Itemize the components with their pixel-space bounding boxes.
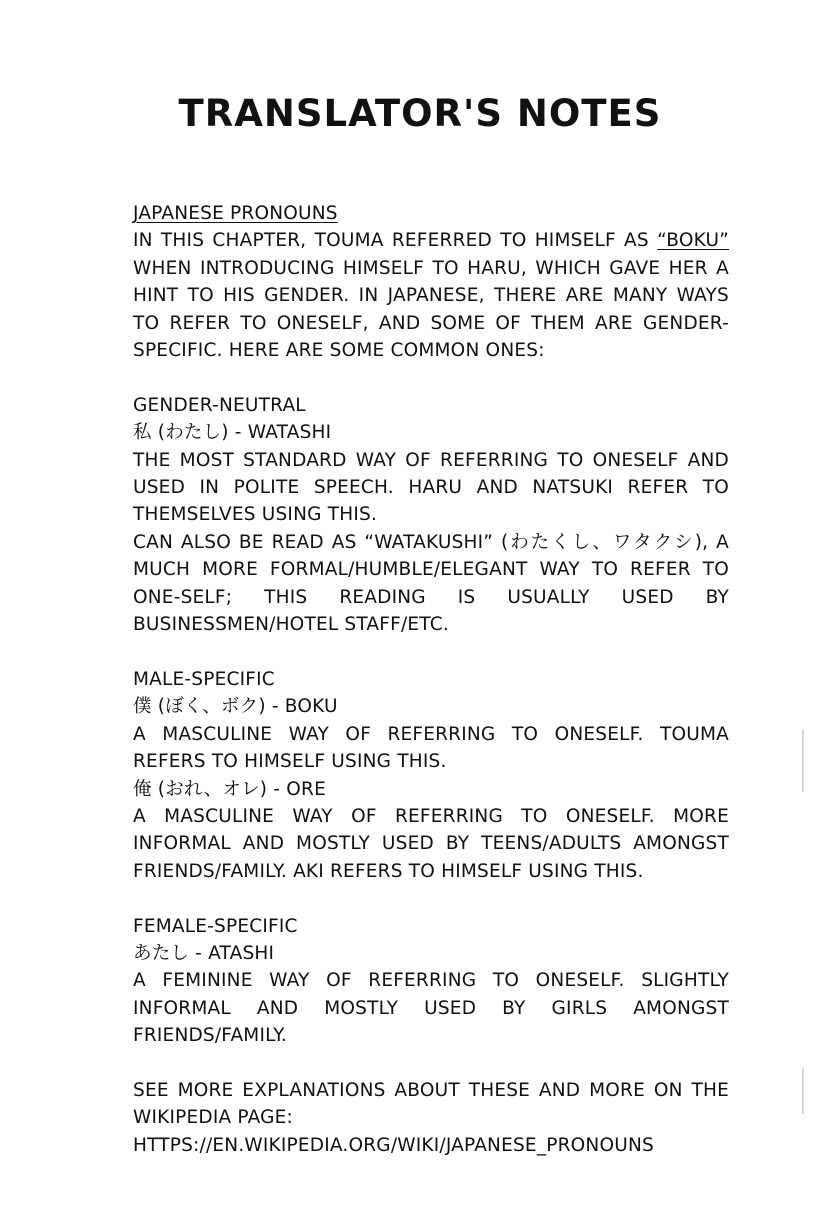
atashi-term: あたし - ATASHI xyxy=(133,942,275,964)
watashi-description: THE MOST STANDARD WAY OF REFERRING TO ONESELF AND USED IN POLITE SPEECH. HARU AND NATSUKI REFER TO THEMSELVES USING THIS. xyxy=(133,449,729,526)
boku-term: 僕 (ぼく、ボク) - BOKU xyxy=(133,696,338,718)
intro-text-end: WHEN INTRODUCING HIMSELF TO HARU, WHICH GAVE HER A HINT TO HIS GENDER. IN JAPANESE, THERE ARE MANY WAYS TO REFER TO ONESELF, AND SOME OF THEM ARE GENDER-SPECIFIC. HERE ARE SOME COMMON ONES: xyxy=(133,257,729,362)
intro-paragraph xyxy=(133,227,729,364)
spacer xyxy=(133,638,729,665)
watakushi-description: CAN ALSO BE READ AS “WATAKUSHI” (わたくし、ワタクシ), A MUCH MORE FORMAL/HUMBLE/ELEGANT WAY TO REFER TO ONE-SELF; THIS READING IS USUALLY USED BY BUSINESSMEN/HOTEL STAFF/ETC. xyxy=(133,531,729,636)
wikipedia-link[interactable]: HTTPS://EN.WIKIPEDIA.ORG/WIKI/JAPANESE_PRONOUNS xyxy=(133,1134,654,1156)
section-heading: JAPANESE PRONOUNS xyxy=(133,203,338,224)
female-specific-heading: FEMALE-SPECIFIC xyxy=(133,915,298,937)
ore-term: 俺 (おれ、オレ) - ORE xyxy=(133,778,326,800)
footer-text: SEE MORE EXPLANATIONS ABOUT THESE AND MORE ON THE WIKIPEDIA PAGE: xyxy=(133,1079,729,1129)
spacer xyxy=(133,885,729,912)
page-edge-mark xyxy=(802,1068,804,1114)
intro-text-start: IN THIS CHAPTER, TOUMA REFERRED TO HIMSELF AS xyxy=(133,230,658,252)
ore-description: A MASCULINE WAY OF REFERRING TO ONESELF. MORE INFORMAL AND MOSTLY USED BY TEENS/ADULTS AMONGST FRIENDS/FAMILY. AKI REFERS TO HIMSELF USING THIS. xyxy=(133,805,729,882)
notes-body xyxy=(133,200,729,1159)
page-edge-mark xyxy=(802,730,804,792)
spacer xyxy=(133,1050,729,1077)
male-specific-heading: MALE-SPECIFIC xyxy=(133,668,275,690)
page-title: TRANSLATOR'S NOTES xyxy=(178,92,662,135)
boku-highlight: “BOKU” xyxy=(657,230,729,252)
boku-description: A MASCULINE WAY OF REFERRING TO ONESELF. TOUMA REFERS TO HIMSELF USING THIS. xyxy=(133,723,729,773)
atashi-description: A FEMININE WAY OF REFERRING TO ONESELF. SLIGHTLY INFORMAL AND MOSTLY USED BY GIRLS AMONGST FRIENDS/FAMILY. xyxy=(133,970,729,1047)
spacer xyxy=(133,364,729,391)
watashi-term: 私 (わたし) - WATASHI xyxy=(133,422,332,444)
gender-neutral-heading: GENDER-NEUTRAL xyxy=(133,394,306,416)
